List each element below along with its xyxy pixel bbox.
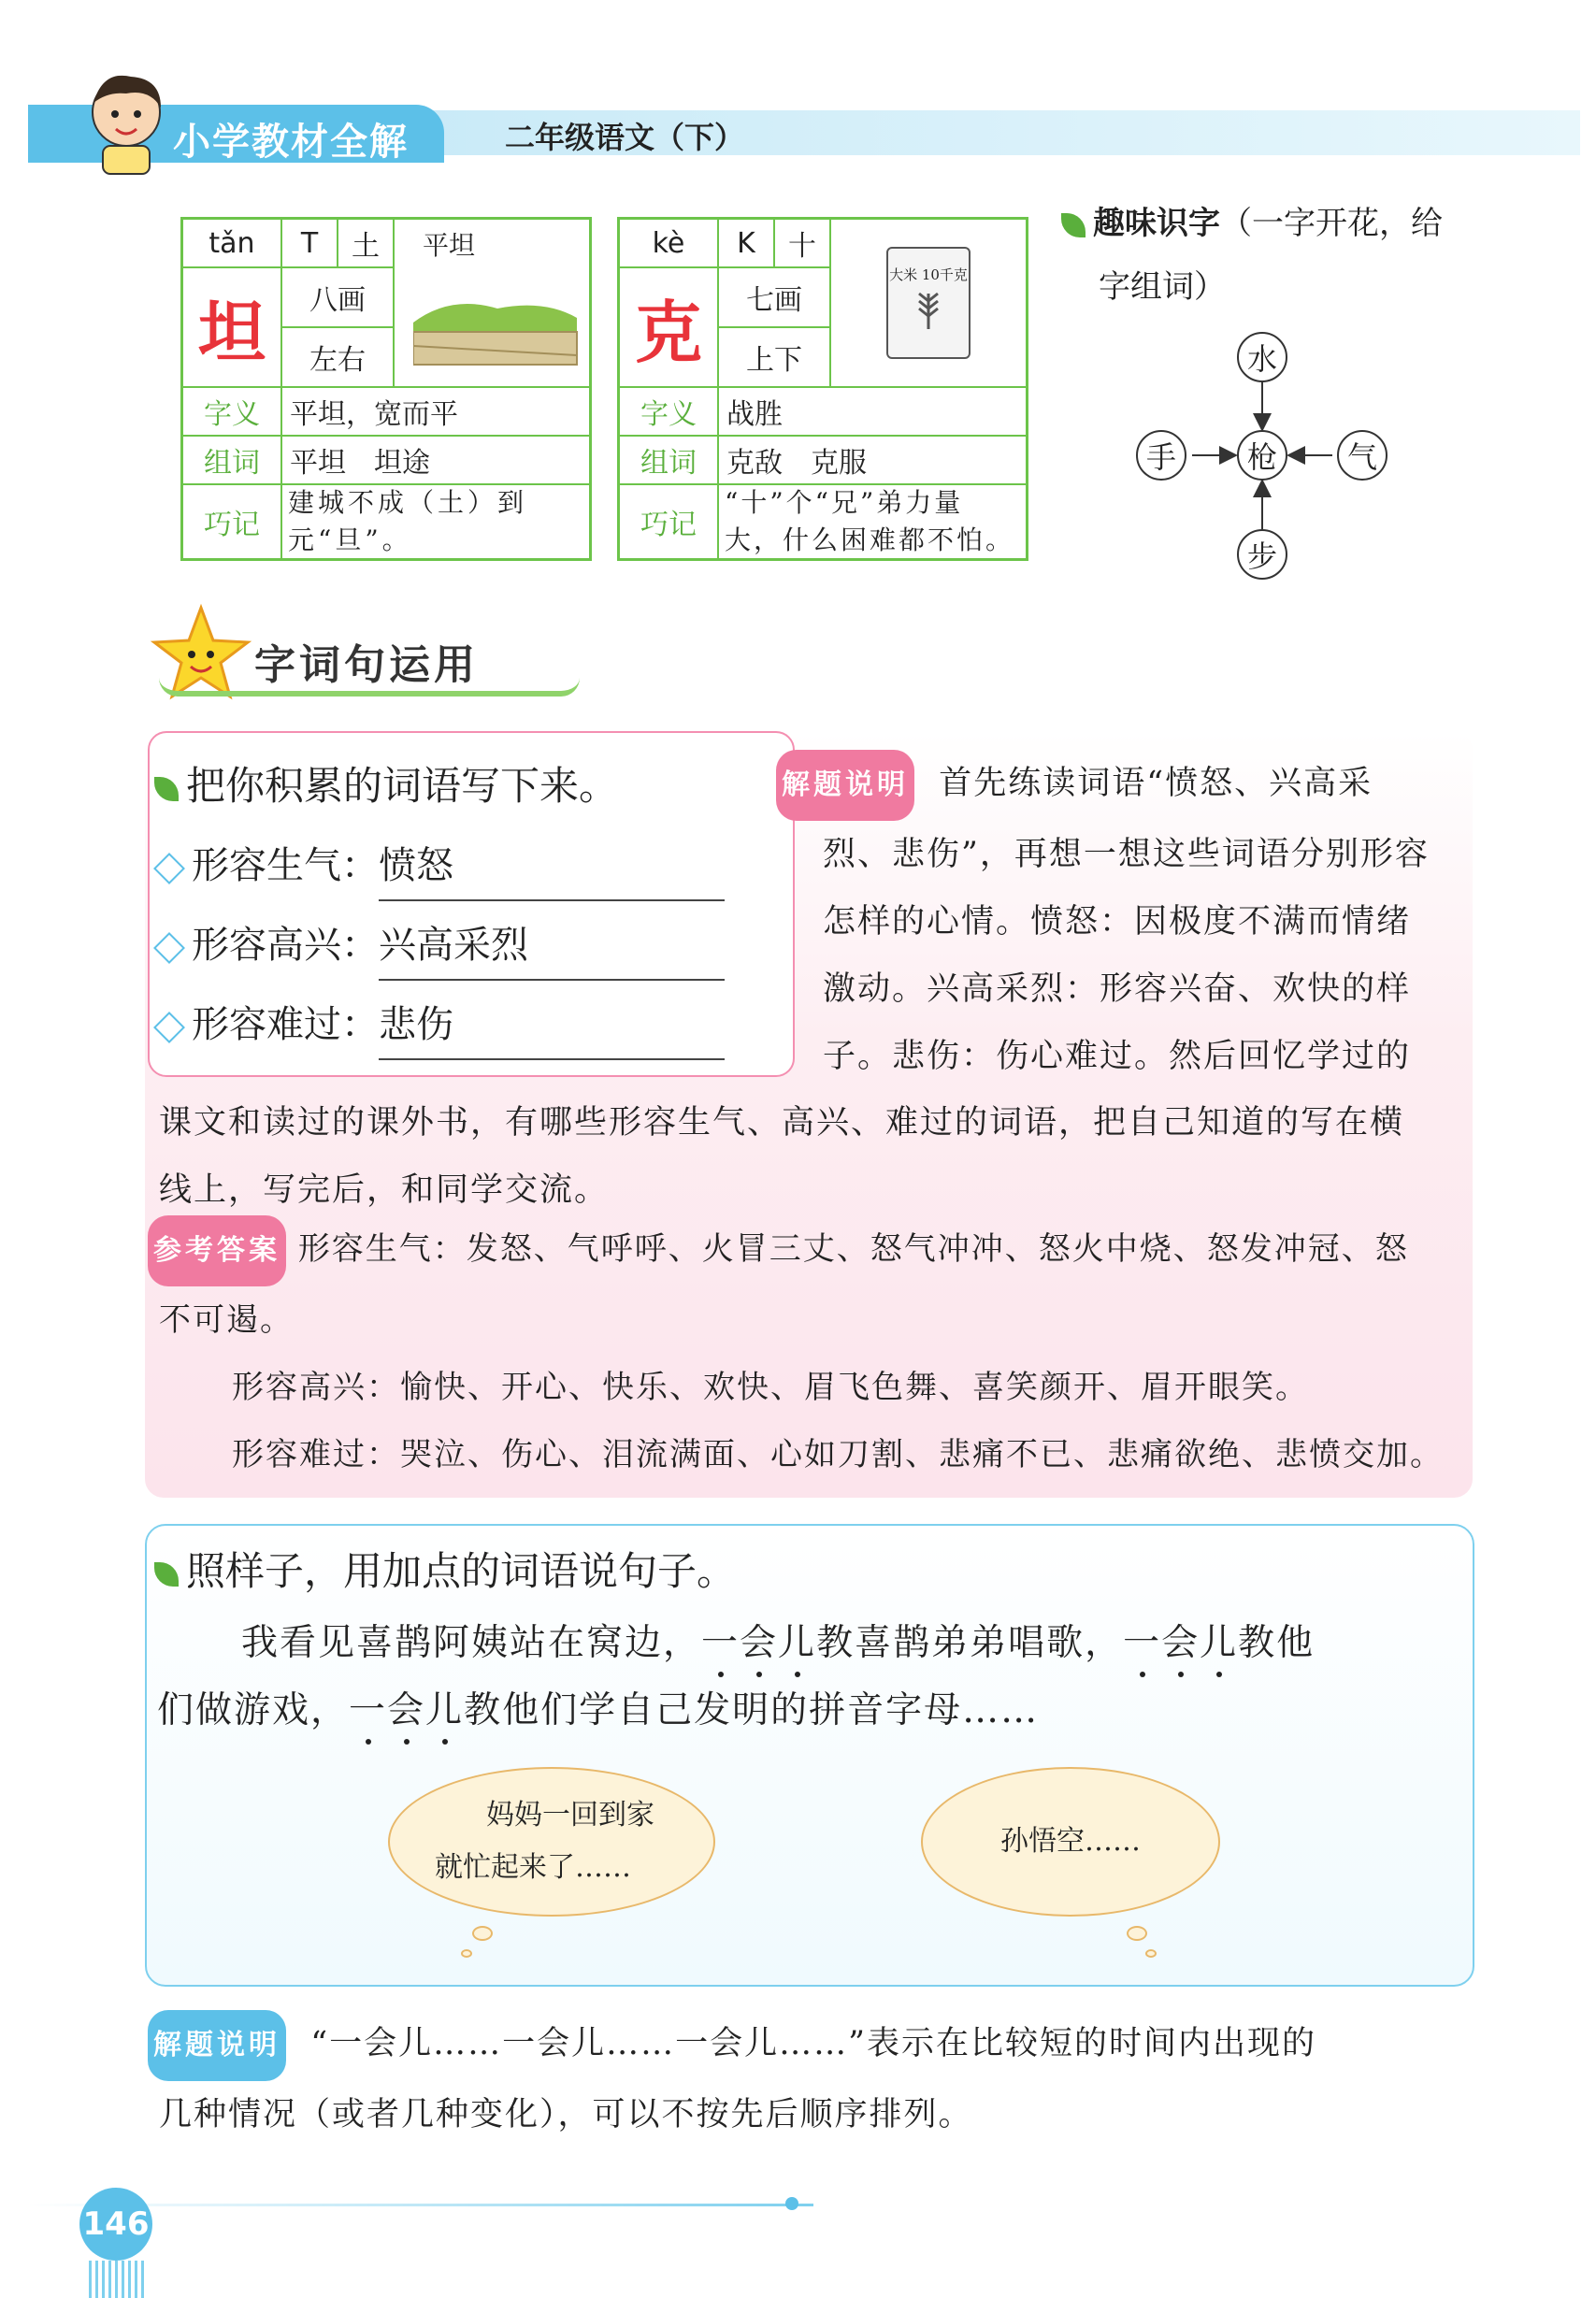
item-label: 形容难过： bbox=[192, 1003, 379, 1046]
dotted-word: 一会儿 bbox=[349, 1689, 465, 1731]
ex2-prompt-text: 照样子，用加点的词语说句子。 bbox=[186, 1548, 737, 1594]
answer-line: 形容难过：哭泣、伤心、泪流满面、心如刀割、悲痛不已、悲痛欲绝、悲愤交加。 bbox=[232, 1436, 1444, 1473]
fun-recognition bbox=[1061, 192, 1491, 319]
flower-center: 枪 bbox=[1237, 430, 1287, 481]
diamond-icon bbox=[153, 853, 185, 884]
structure: 上下 bbox=[718, 327, 830, 387]
diamond-icon bbox=[153, 932, 185, 964]
footer-dot bbox=[785, 2197, 798, 2210]
tip: “十”个“兄”弟力量大，什么困难都不怕。 bbox=[718, 484, 1027, 559]
text: 我看见喜鹊阿姨站在窝边， bbox=[241, 1622, 702, 1664]
meaning: 平坦，宽而平 bbox=[281, 387, 590, 436]
tip: 建城不成（土）到元“旦”。 bbox=[281, 484, 590, 559]
ex2-explain bbox=[148, 2010, 1485, 2148]
diamond-icon bbox=[153, 1012, 185, 1043]
dotted-word: 一会儿 bbox=[1123, 1622, 1239, 1664]
explain-badge: 解题说明 bbox=[776, 750, 914, 821]
cloud-bubble bbox=[1145, 1949, 1157, 1958]
meaning-label: 字义 bbox=[619, 387, 718, 436]
pinyin: tǎn bbox=[182, 219, 281, 267]
text: 教他们学自己发明的拼音字母…… bbox=[464, 1689, 1040, 1731]
character: 克 bbox=[619, 267, 718, 387]
explain-line: “一会儿……一会儿……一会儿……”表示在比较短的时间内出现的 bbox=[310, 2025, 1317, 2062]
cloud-bubble bbox=[1127, 1926, 1147, 1941]
item-label: 形容高兴： bbox=[192, 924, 379, 967]
fun-desc-b: 字组词） bbox=[1099, 268, 1226, 306]
ex1-explain-right bbox=[776, 750, 1487, 1090]
pic-caption: 大米 10千克 bbox=[889, 266, 968, 283]
ex2-example bbox=[157, 1610, 1466, 1745]
stroke-count: 八画 bbox=[281, 267, 394, 327]
flower-left: 手 bbox=[1136, 430, 1186, 481]
explain-line: 首先练读词语“愤怒、兴高采 bbox=[939, 765, 1373, 802]
flat-road-icon bbox=[413, 276, 582, 379]
char-card-tan bbox=[180, 217, 592, 561]
stroke-count: 七画 bbox=[718, 267, 830, 327]
explain-badge: 解题说明 bbox=[148, 2010, 286, 2081]
page-number: 146 bbox=[79, 2188, 152, 2261]
explain-line: 子。悲伤：伤心难过。然后回忆学过的 bbox=[823, 1038, 1412, 1075]
radical: 土 bbox=[338, 219, 394, 267]
answer-line: 形容生气：发怒、气呼呼、火冒三丈、怒气冲冲、怒火中烧、怒发冲冠、怒 bbox=[297, 1230, 1409, 1268]
thought-cloud-mom bbox=[388, 1767, 715, 1917]
brand-title: 小学教材全解 bbox=[173, 121, 409, 164]
radical: 十 bbox=[774, 219, 830, 267]
cloud-text: 就忙起来了…… bbox=[435, 1851, 631, 1884]
answer-line[interactable]: 悲伤 bbox=[379, 991, 725, 1060]
ex1-prompt-text: 把你积累的词语写下来。 bbox=[186, 763, 619, 809]
words-label: 组词 bbox=[619, 436, 718, 484]
text: 们做游戏， bbox=[157, 1689, 350, 1731]
answer-line[interactable]: 愤怒 bbox=[379, 832, 725, 901]
dotted-word: 一会儿 bbox=[701, 1622, 817, 1664]
ex1-item-sad bbox=[154, 991, 725, 1060]
section-title: 字词句运用 bbox=[254, 641, 479, 689]
fun-title: 趣味识字 bbox=[1093, 205, 1220, 242]
pinyin: kè bbox=[619, 219, 718, 267]
text: 教喜鹊弟弟唱歌， bbox=[816, 1622, 1124, 1664]
cloud-bubble bbox=[461, 1949, 472, 1958]
explain-line: 线上，写完后，和同学交流。 bbox=[159, 1171, 610, 1209]
explain-line: 怎样的心情。愤怒：因极度不满而情绪 bbox=[823, 903, 1412, 941]
thought-cloud-monkey bbox=[921, 1767, 1220, 1917]
text: 教他 bbox=[1238, 1622, 1316, 1664]
leaf-icon bbox=[154, 1562, 179, 1587]
fun-desc-a: （一字开花，给 bbox=[1220, 205, 1443, 242]
character: 坦 bbox=[182, 267, 281, 387]
cloud-text: 妈妈一回到家 bbox=[486, 1799, 654, 1831]
meaning: 战胜 bbox=[718, 387, 1027, 436]
illustration-box bbox=[830, 219, 1027, 387]
ex1-item-anger bbox=[154, 832, 725, 901]
initial-letter: T bbox=[281, 219, 338, 267]
leaf-icon bbox=[1061, 213, 1086, 237]
leaf-icon bbox=[154, 777, 179, 801]
explain-line: 激动。兴高采烈：形容兴奋、欢快的样 bbox=[823, 970, 1412, 1008]
tip-label: 巧记 bbox=[182, 484, 281, 559]
answer-badge: 参考答案 bbox=[148, 1215, 286, 1286]
answer-line[interactable]: 兴高采烈 bbox=[379, 912, 725, 981]
initial-letter: K bbox=[718, 219, 774, 267]
ex2-prompt bbox=[154, 1538, 736, 1605]
ex1-prompt bbox=[154, 753, 618, 820]
answer-line: 不可遏。 bbox=[159, 1301, 294, 1339]
tip-label: 巧记 bbox=[619, 484, 718, 559]
flower-top: 水 bbox=[1237, 332, 1287, 382]
structure: 左右 bbox=[281, 327, 394, 387]
words: 平坦 坦途 bbox=[281, 436, 590, 484]
rice-bag-icon bbox=[886, 247, 971, 359]
words-label: 组词 bbox=[182, 436, 281, 484]
explain-line: 几种情况（或者几种变化），可以不按先后顺序排列。 bbox=[159, 2096, 973, 2133]
flower-bottom: 步 bbox=[1237, 529, 1287, 580]
meaning-label: 字义 bbox=[182, 387, 281, 436]
illustration-box bbox=[394, 219, 590, 387]
page-edge-stripes bbox=[89, 2261, 145, 2298]
ex1-explain-full bbox=[159, 1089, 1487, 1224]
cloud-text: 孙悟空…… bbox=[1000, 1825, 1141, 1858]
answer-line: 形容高兴：愉快、开心、快乐、欢快、眉飞色舞、喜笑颜开、眉开眼笑。 bbox=[232, 1369, 1309, 1406]
cloud-bubble bbox=[472, 1926, 493, 1941]
explain-line: 烈、悲伤”，再想一想这些词语分别形容 bbox=[823, 836, 1430, 873]
words: 克敌 克服 bbox=[718, 436, 1027, 484]
pic-caption: 平坦 bbox=[423, 230, 476, 261]
ex1-item-happy bbox=[154, 912, 725, 981]
item-label: 形容生气： bbox=[192, 844, 379, 887]
explain-line: 课文和读过的课外书，有哪些形容生气、高兴、难过的词语，把自己知道的写在横 bbox=[159, 1104, 1405, 1142]
book-subtitle: 二年级语文（下） bbox=[505, 120, 745, 155]
char-card-ke bbox=[617, 217, 1028, 561]
boy-mascot-icon bbox=[75, 65, 178, 178]
flower-right: 气 bbox=[1337, 430, 1388, 481]
ex1-answers bbox=[148, 1215, 1485, 1488]
